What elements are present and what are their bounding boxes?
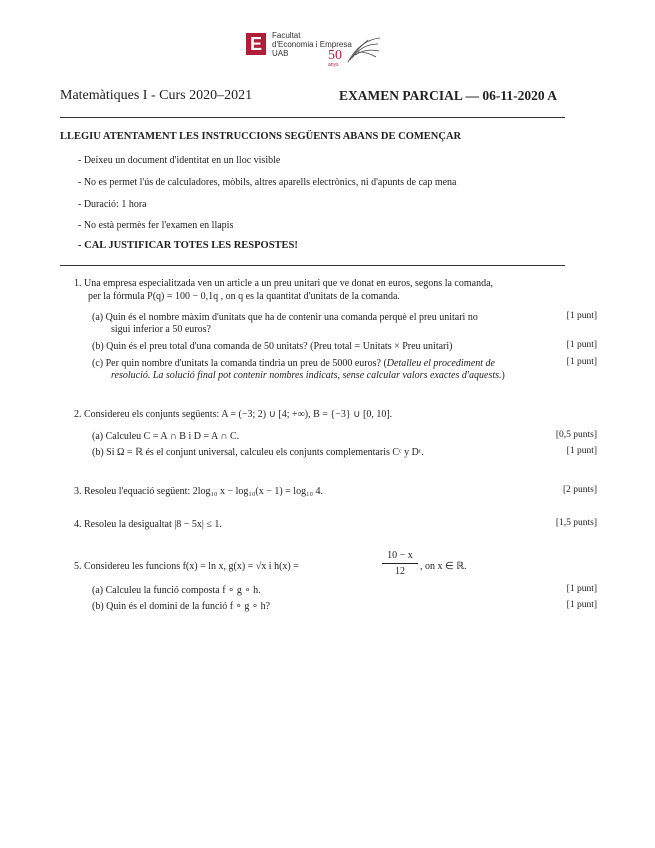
instruction-item: - No està permès fer l'examen en llapis: [78, 220, 234, 231]
points-label: [1,5 punts]: [555, 518, 597, 528]
instruction-item: - CAL JUSTIFICAR TOTES LES RESPOSTES!: [78, 240, 298, 251]
question-1-text: per la fórmula P(q) = 100 − 0,1q , on q es la quantitat d'unitats de la comanda.: [88, 291, 400, 302]
anniversary-number: 50: [328, 48, 342, 63]
points-label: [1 punt]: [566, 446, 597, 456]
fraction-bar: [382, 563, 418, 564]
question-1b: (b) Quin és el preu total d'una comanda de 50 unitats? (Preu total = Unitats × Preu unitari): [92, 341, 453, 352]
question-1a: sigui inferior a 50 euros?: [111, 324, 211, 335]
instruction-item: - Deixeu un document d'identitat en un lloc visible: [78, 155, 281, 166]
question-1c: (c) Per quin nombre d'unitats la comanda tindria un preu de 5000 euros? (Detalleu el procediment de: [92, 358, 495, 369]
points-label: [1 punt]: [566, 340, 597, 350]
header-divider: [60, 117, 565, 118]
anniversary-sub: anys: [328, 62, 339, 68]
question-1a: (a) Quin és el nombre màxim d'unitats que ha de contenir una comanda perquè el preu unitari no: [92, 312, 478, 323]
question-2b: (b) Si Ω = ℝ és el conjunt universal, calculeu els conjunts complementaris Cᶜ y Dᶜ.: [92, 447, 424, 458]
fraction-denominator: 12: [395, 566, 405, 577]
question-3: 3. Resoleu l'equació següent: 2log₁₀ x − log₁₀(x − 1) = log₁₀ 4.: [74, 486, 324, 497]
question-5-text: 5. Considereu les funcions f(x) = ln x, g(x) = √x i h(x) =: [74, 561, 299, 572]
question-1-text: 1. Una empresa especialitzada ven un article a un preu unitari que ve donat en euros, segons la comanda,: [74, 278, 494, 289]
question-2-text: 2. Considereu els conjunts següents: A = (−3; 2) ∪ [4; +∞), B = {−3} ∪ [0, 10].: [74, 409, 393, 420]
palm-leaf-icon: [346, 34, 382, 64]
points-label: [1 punt]: [566, 357, 597, 367]
faculty-logo-mark: E: [246, 33, 266, 55]
question-1c: resolució. La solució final pot contenir nombres indicats, sense calcular valors exactes d'aquests.): [111, 370, 505, 381]
question-5-text: , on x ∈ ℝ.: [420, 561, 467, 572]
instructions-title: LLEGIU ATENTAMENT LES INSTRUCCIONS SEGÜENTS ABANS DE COMENÇAR: [60, 131, 462, 142]
question-5a: (a) Calculeu la funció composta f ∘ g ∘ h.: [92, 585, 261, 596]
points-label: [1 punt]: [566, 600, 597, 610]
points-label: [1 punt]: [566, 311, 597, 321]
question-5b: (b) Quin és el domini de la funció f ∘ g ∘ h?: [92, 601, 271, 612]
points-label: [0,5 punts]: [555, 430, 597, 440]
exam-title: EXAMEN PARCIAL — 06-11-2020 A: [339, 88, 558, 103]
points-label: [2 punts]: [562, 485, 597, 495]
question-2a: (a) Calculeu C = A ∩ B i D = A ∩ C.: [92, 431, 240, 442]
course-title: Matemàtiques I - Curs 2020–2021: [60, 88, 253, 103]
instruction-item: - No es permet l'ús de calculadores, mòbils, altres aparells electrònics, ni d'apunts de cap mena: [78, 177, 457, 188]
fraction-numerator: 10 − x: [387, 550, 413, 561]
instructions-divider: [60, 265, 565, 266]
question-4: 4. Resoleu la desigualtat |8 − 5x| ≤ 1.: [74, 519, 222, 530]
faculty-logo-text: Facultat d'Economia i Empresa UAB: [272, 31, 352, 58]
instruction-item: - Duració: 1 hora: [78, 199, 147, 210]
points-label: [1 punt]: [566, 584, 597, 594]
